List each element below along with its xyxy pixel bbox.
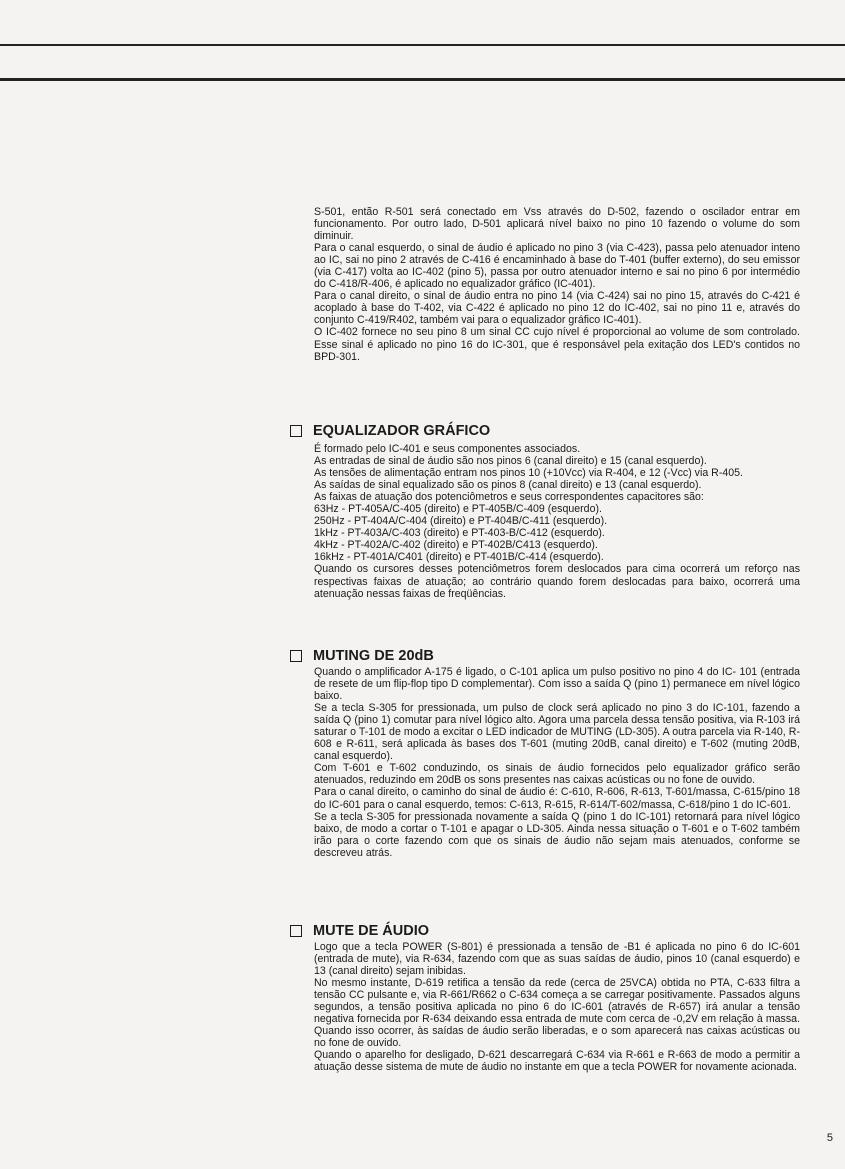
band-item: 1kHz - PT-403A/C-403 (direito) e PT-403-B/C-412 (esquerdo).: [314, 527, 605, 540]
equalizador-paragraph: As saídas de sinal equalizado são os pinos 8 (canal direito) e 13 (canal esquerdo).: [314, 479, 702, 492]
intro-paragraph-4: O IC-402 fornece no seu pino 8 um sinal CC cujo nível é proporcional ao volume de som controlado. Esse sinal é aplicado no pino 16 do IC-301, que é responsável pela exitação dos LED's contidos no BPD-301.: [314, 326, 800, 363]
equalizador-heading: [290, 423, 490, 439]
page-number: 5: [826, 1132, 833, 1144]
muting-paragraph-2: Se a tecla S-305 for pressionada, um pulso de clock será aplicado no pino 3 do IC-101, fazendo a saída Q (pino 1) comutar para nível lógico alto. Agora uma parcela dessa tensão positiva, via R-103 irá saturar o T-101 de modo a excitar o LED indicador de MUTING (LD-305). A outra parcela via R-140, R-608 e R-611, será aplicada às bases dos T-601 (muting 20dB, canal direito) e T-602 (muting 20dB, canal esquerdo).: [314, 702, 800, 763]
checkbox-square-icon: [290, 925, 302, 937]
band-item: 4kHz - PT-402A/C-402 (direito) e PT-402B/C413 (esquerdo).: [314, 539, 598, 552]
equalizador-paragraph: As tensões de alimentação entram nos pinos 10 (+10Vcc) via R-404, e 12 (-Vcc) via R-405.: [314, 467, 743, 480]
mute-heading: [290, 923, 429, 939]
mute-section: [314, 941, 800, 1074]
muting-title: MUTING DE 20dB: [313, 648, 434, 664]
equalizador-paragraph: Quando os cursores desses potenciômetros forem deslocados para cima ocorrerá um reforço nas respectivas faixas de atuação; ao contrário quando forem deslocadas para baixo, ocorrerá uma atenuação nessas faixas de freqüências.: [314, 563, 800, 600]
equalizador-paragraph: As faixas de atuação dos potenciômetros e seus correspondentes capacitores são:: [314, 491, 704, 504]
mute-title: MUTE DE ÁUDIO: [313, 923, 429, 939]
muting-paragraph-3: Com T-601 e T-602 conduzindo, os sinais de áudio fornecidos pelo equalizador gráfico serão atenuados, reduzindo em 20dB os sons presentes nas caixas acústicas ou no fone de ouvido.: [314, 762, 800, 787]
header-rule-bottom: [0, 78, 845, 81]
muting-paragraph-5: Se a tecla S-305 for pressionada novamente a saída Q (pino 1 do IC-101) retornará para nível lógico baixo, de modo a cortar o T-101 e apagar o LD-305. Ainda nessa situação o T-601 e o T-602 também irão para o corte fazendo com que os sinais de áudio não sejam mais atenuados, conforme se descreveu atrás.: [314, 810, 800, 859]
mute-paragraph-3: Quando o aparelho for desligado, D-621 descarregará C-634 via R-661 e R-663 de modo a permitir a atuação desse sistema de mute de áudio no instante em que a tecla POWER for novamente acionada.: [314, 1049, 800, 1074]
intro-paragraph-2: Para o canal esquerdo, o sinal de áudio é aplicado no pino 3 (via C-423), passa pelo atenuador inteno ao IC, sai no pino 2 através de C-416 é encaminhado à base do T-401 (buffer externo), do seu emissor (via C-417) volta ao IC-402 (pino 5), passa por outro atenuador interno e sai no pino 6 por intermédio do C-418/R-406, é aplicado no equalizador gráfico (IC-401).: [314, 242, 800, 291]
equalizador-section: [314, 443, 800, 600]
equalizador-paragraph: É formado pelo IC-401 e seus componentes associados.: [314, 443, 581, 455]
checkbox-square-icon: [290, 425, 302, 437]
equalizador-paragraph: As entradas de sinal de áudio são nos pinos 6 (canal direito) e 15 (canal esquerdo).: [314, 455, 707, 468]
band-item: 63Hz - PT-405A/C-405 (direito) e PT-405B/C-409 (esquerdo).: [314, 503, 602, 516]
intro-paragraph-1: S-501, então R-501 será conectado em Vss através do D-502, fazendo o oscilador entrar em funcionamento. Por outro lado, D-501 aplicará nível baixo no pino 10 fazendo o volume do som diminuir.: [314, 206, 800, 243]
muting-heading: [290, 648, 434, 664]
mute-paragraph-1: Logo que a tecla POWER (S-801) é pressionada a tensão de -B1 é aplicada no pino 6 do IC-601 (entrada de mute), via R-634, fazendo com que as suas saídas de áudio, pinos 10 (canal esquerdo) e 13 (canal direito) sejam inibidas.: [314, 941, 800, 978]
band-item: 16kHz - PT-401A/C401 (direito) e PT-401B/C-414 (esquerdo).: [314, 551, 604, 564]
equalizador-title: EQUALIZADOR GRÁFICO: [313, 423, 491, 439]
band-item: 250Hz - PT-404A/C-404 (direito) e PT-404B/C-411 (esquerdo).: [314, 515, 608, 528]
mute-paragraph-2: No mesmo instante, D-619 retifica a tensão da rede (cerca de 25VCA) obtida no PTA, C-633 filtra a tensão CC pulsante e, via R-661/R662 o C-634 começa a se carregar positivamente. Passados alguns segundos, a tensão positiva aplicada no pino 6 do IC-601 (através de R-657) irá anular a tensão negativa fornecida por R-634 deixando essa entrada de mute com cerca de -0,2V em relação à massa. Quando isso ocorrer, às saídas de áudio serão liberadas, e o som aparecerá nas caixas acústicas ou no fone de ouvido.: [314, 977, 800, 1050]
checkbox-square-icon: [290, 650, 302, 662]
muting-paragraph-4: Para o canal direito, o caminho do sinal de áudio é: C-610, R-606, R-613, T-601/massa, C-615/pino 18 do IC-601 para o canal esquerdo, temos: C-613, R-615, R-614/T-602/massa, C-618/pino 1 do IC-601.: [314, 786, 800, 811]
muting-section: [314, 666, 800, 859]
header-rule-top: [0, 44, 845, 46]
muting-paragraph-1: Quando o amplificador A-175 é ligado, o C-101 aplica um pulso positivo no pino 4 do IC- 101 (entrada de resete de um flip-flop tipo D complementar). Com isso a saída Q (pino 1) permanece em nível lógico baixo.: [314, 666, 800, 703]
intro-section: [314, 206, 800, 363]
intro-paragraph-3: Para o canal direito, o sinal de áudio entra no pino 14 (via C-424) sai no pino 15, através do C-421 é acoplado à base do T-402, via C-422 é aplicado no pino 12 do IC-402, sai no pino 11 e, através do conjunto C-419/R402, também vai para o equalizador gráfico IC-401).: [314, 290, 800, 327]
